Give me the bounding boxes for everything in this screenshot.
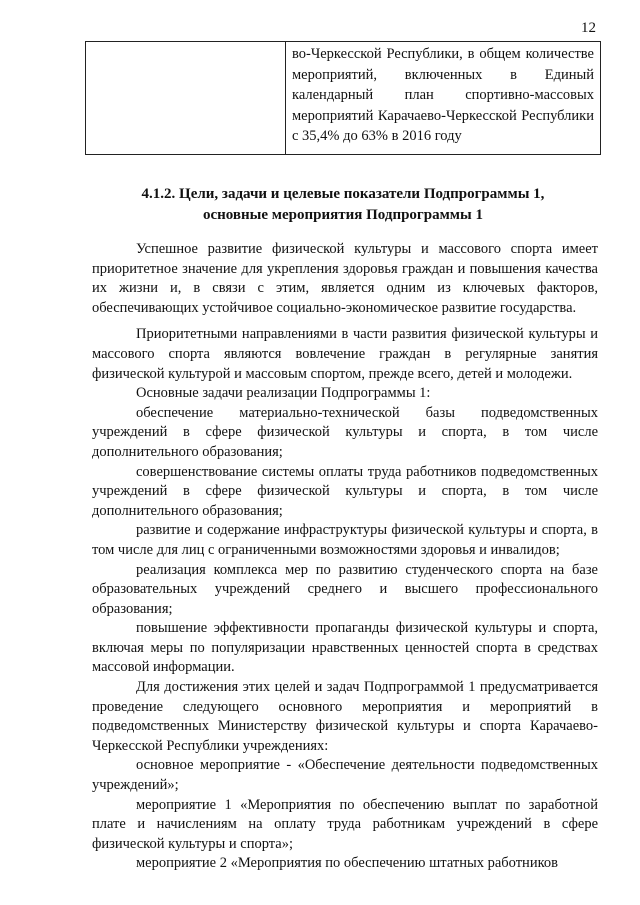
list-item-task: реализация комплекса мер по развитию студенческого спорта на базе образовательных учреждений среднего и высшего профессионального образования; — [92, 561, 598, 617]
section-heading-line-2: основные мероприятия Подпрограммы 1 — [203, 207, 483, 223]
table-row — [86, 42, 601, 155]
list-item-measure: мероприятие 2 «Мероприятия по обеспечению штатных работников — [136, 855, 558, 872]
list-item-task: повышение эффективности пропаганды физической культуры и спорта, включая меры по популяризации нравственных ценностей спорта в средствах массовой информации. — [92, 620, 598, 676]
paragraph-priorities: Приоритетными направлениями в части развития физической культуры и массового спорта являются вовлечение граждан в регулярные занятия физической культурой и массовым спортом, прежде всего, детей и молодежи. — [92, 326, 598, 382]
paragraph-measures: Для достижения этих целей и задач Подпрограммой 1 предусматривается проведение следующего основного мероприятия и мероприятий в подведомственных Министерству физической культуры и спорта Карачаево-Черкесской Республики учреждениях: — [92, 679, 598, 754]
paragraph-tasks-heading: Основные задачи реализации Подпрограммы 1: — [136, 385, 431, 402]
continuation-table — [85, 41, 601, 155]
paragraph-intro: Успешное развитие физической культуры и массового спорта имеет приоритетное значение для укрепления здоровья граждан и повышения качества их жизни и, в связи с этим, является одним из ключевых факторов, обеспечивающих устойчивое социально-экономическое развитие государства. — [92, 241, 598, 316]
section-heading-line-1: 4.1.2. Цели, задачи и целевые показатели Подпрограммы 1, — [141, 186, 545, 202]
list-item-measure: мероприятие 1 «Мероприятия по обеспечению выплат по заработной плате и начислениям на оплату труда работникам учреждений в сфере физической культуры и спорта»; — [92, 796, 598, 852]
list-item-measure: основное мероприятие - «Обеспечение деятельности подведомственных учреждений»; — [92, 757, 598, 794]
section-heading — [85, 184, 601, 226]
list-item-task: обеспечение материально-технической базы подведомственных учреждений в сфере физической культуры и спорта, в том числе дополнительного образования; — [92, 404, 598, 460]
table-cell-text: во-Черкесской Республики, в общем количестве мероприятий, включенных в Единый календарный план спортивно-массовых мероприятий Карачаево-Черкесской Республики с 35,4% до 63% в 2016 году — [286, 42, 601, 155]
page-number: 12 — [581, 20, 596, 36]
list-item-task: совершенствование системы оплаты труда работников подведомственных учреждений в сфере физической культуры и спорта, в том числе дополнительного образования; — [92, 463, 598, 519]
table-cell-empty — [86, 42, 286, 155]
body-text — [92, 240, 598, 874]
list-item-task: развитие и содержание инфраструктуры физической культуры и спорта, в том числе для лиц с ограниченными возможностями здоровья и инвалидов; — [92, 522, 598, 558]
